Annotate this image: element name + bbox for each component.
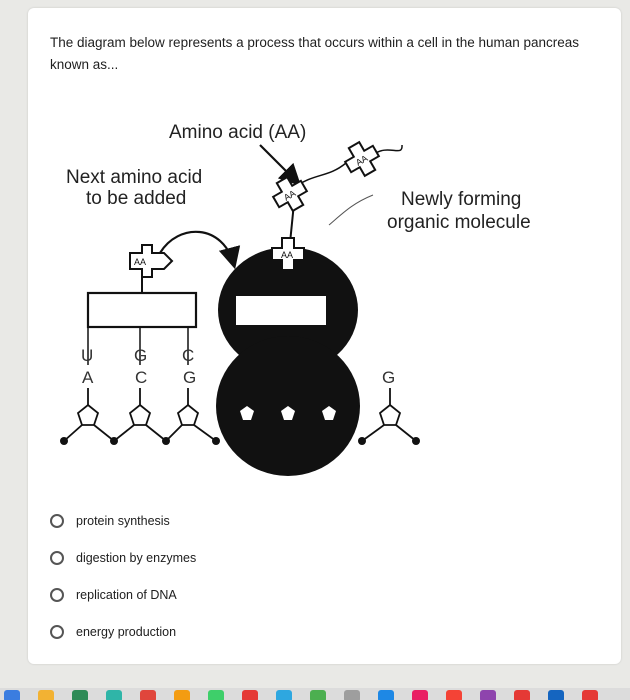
ribosome: [216, 247, 360, 476]
newly-forming-label: Newly forming: [401, 189, 522, 210]
amino-acid-tile-1: [268, 172, 312, 216]
dock-app-icon[interactable]: [514, 690, 530, 700]
organic-molecule-label: organic molecule: [387, 212, 531, 233]
option-energy-production[interactable]: [50, 613, 196, 650]
dock-app-icon[interactable]: [72, 690, 88, 700]
codon-base-3: G: [183, 368, 197, 387]
aa-tag-1: AA: [281, 188, 298, 203]
question-card: [28, 8, 621, 664]
option-label: replication of DNA: [76, 587, 177, 602]
answer-options: [50, 502, 196, 650]
next-amino-acid-label: Next amino acid: [66, 167, 203, 188]
dock-app-icon[interactable]: [344, 690, 360, 700]
aa-tag-4: AA: [134, 257, 147, 267]
option-label: protein synthesis: [76, 513, 170, 528]
dock-app-icon[interactable]: [174, 690, 190, 700]
option-label: digestion by enzymes: [76, 550, 197, 565]
dock: [0, 688, 630, 700]
dock-app-icon[interactable]: [140, 690, 156, 700]
anticodon-base-3: C: [182, 346, 195, 365]
question-text: The diagram below represents a process that occurs within a cell in the human pancreas known as...: [50, 35, 580, 72]
amino-acid-label: Amino acid (AA): [169, 122, 307, 143]
codon-base-1: A: [82, 368, 94, 387]
option-label: energy production: [76, 624, 177, 639]
dock-app-icon[interactable]: [378, 690, 394, 700]
radio-button[interactable]: [50, 625, 64, 639]
dock-app-icon[interactable]: [208, 690, 224, 700]
dock-app-icon[interactable]: [38, 690, 54, 700]
molecule-leader-line: [329, 195, 373, 225]
option-digestion-by-enzymes[interactable]: [50, 539, 196, 576]
option-protein-synthesis[interactable]: [50, 502, 196, 539]
dock-app-icon[interactable]: [548, 690, 564, 700]
next-amino-acid-label-2: to be added: [86, 188, 187, 209]
radio-button[interactable]: [50, 514, 64, 528]
dock-app-icon[interactable]: [310, 690, 326, 700]
aa-tag-2: AA: [353, 153, 370, 168]
dock-app-icon[interactable]: [582, 690, 598, 700]
polypeptide-chain: [290, 145, 402, 243]
codon-base-2: C: [135, 368, 148, 387]
aa-tag-3: AA: [281, 250, 294, 260]
option-replication-of-dna[interactable]: [50, 576, 196, 613]
anticodon-base-1: U: [81, 346, 94, 365]
dock-app-icon[interactable]: [106, 690, 122, 700]
protein-synthesis-diagram: [28, 103, 621, 493]
dock-app-icon[interactable]: [276, 690, 292, 700]
dock-app-icon[interactable]: [446, 690, 462, 700]
radio-button[interactable]: [50, 588, 64, 602]
radio-button[interactable]: [50, 551, 64, 565]
dock-app-icon[interactable]: [412, 690, 428, 700]
anticodon-base-2: G: [134, 346, 148, 365]
dock-app-icon[interactable]: [242, 690, 258, 700]
amino-acid-tile-2: [340, 137, 384, 181]
dock-app-icon[interactable]: [4, 690, 20, 700]
extra-base: G: [382, 368, 396, 387]
dock-app-icon[interactable]: [480, 690, 496, 700]
amino-acid-arrow: [260, 145, 298, 183]
